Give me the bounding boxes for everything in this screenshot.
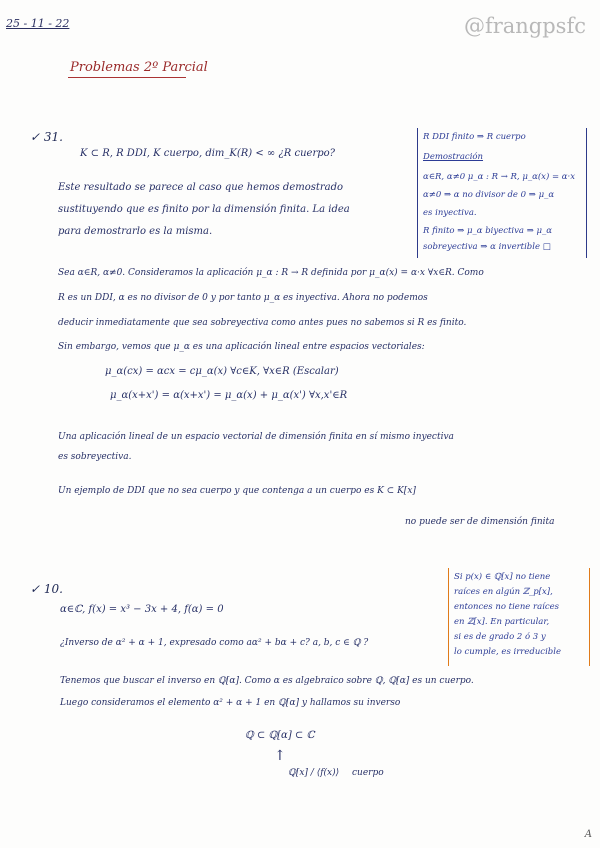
- problem-10-para1-line2: Luego consideramos el elemento α² + α + 1 en ℚ[α] y hallamos su inverso: [60, 698, 401, 708]
- problem-31-para3-line2: es sobreyectiva.: [58, 452, 132, 462]
- problem-31-para1-line1: Este resultado se parece al caso que hemos demostrado: [58, 182, 344, 193]
- problem-31-number: ✓ 31.: [30, 130, 63, 144]
- sidebox-1-line-2: Demostración: [423, 152, 484, 162]
- page-date: 25 - 11 - 22: [6, 17, 70, 30]
- problem-31-equation-1: μ_α(cx) = αcx = cμ_α(x) ∀c∈K, ∀x∈R (Escalar): [105, 366, 339, 377]
- problem-10-para1-line1: Tenemos que buscar el inverso en ℚ[α]. Como α es algebraico sobre ℚ, ℚ[α] es un cuerpo.: [60, 676, 474, 686]
- sidebox-2-line-3: entonces no tiene raíces: [454, 602, 560, 612]
- sidebox-1-line-1: R DDI finito ⇒ R cuerpo: [423, 132, 526, 142]
- sidebox-2-line-1: Si p(x) ∈ ℚ[x] no tiene: [454, 572, 551, 582]
- page-title: Problemas 2º Parcial: [70, 60, 208, 75]
- problem-31-equation-2: μ_α(x+x') = α(x+x') = μ_α(x) + μ_α(x') ∀x,x'∈R: [110, 390, 348, 401]
- problem-31-para2-line1: Sea α∈R, α≠0. Consideramos la aplicación μ_α : R → R definida por μ_α(x) = α·x ∀x∈R. Como: [58, 268, 484, 278]
- problem-31-para2-line3: deducir inmediatamente que sea sobreyectiva como antes pues no sabemos si R es finito.: [58, 318, 467, 328]
- sidebox-2-line-2: raíces en algún ℤ_p[x],: [454, 587, 553, 597]
- problem-31-para1-line2: sustituyendo que es finito por la dimensión finita. La idea: [58, 204, 350, 215]
- problem-31-para2-line4: Sin embargo, vemos que μ_α es una aplicación lineal entre espacios vectoriales:: [58, 342, 425, 352]
- problem-10-statement: α∈ℂ, f(x) = x³ − 3x + 4, f(α) = 0: [60, 604, 224, 615]
- sidebox-1-line-6: R finito ⇒ μ_α biyectiva ⇒ μ_α: [423, 226, 553, 236]
- problem-10-inclusion: ℚ ⊂ ℚ[α] ⊂ ℂ: [245, 730, 315, 741]
- sidebox-2-line-6: lo cumple, es irreducible: [454, 647, 561, 657]
- problem-10-question: ¿Inverso de α² + α + 1, expresado como aα² + bα + c? a, b, c ∈ ℚ ?: [60, 638, 369, 648]
- sidebox-2-line-5: si es de grado 2 ó 3 y: [454, 632, 546, 642]
- problem-31-para3-line1: Una aplicación lineal de un espacio vectorial de dimensión finita en sí mismo inyectiva: [58, 432, 454, 442]
- problem-10-sidebox: [448, 568, 590, 666]
- problem-10-quotient-label: cuerpo: [352, 768, 384, 778]
- problem-31-para4-note: no puede ser de dimensión finita: [405, 517, 555, 527]
- sidebox-1-line-4: α≠0 ⇒ α no divisor de 0 ⇒ μ_α: [423, 190, 555, 200]
- sidebox-1-line-5: es inyectiva.: [423, 208, 477, 218]
- sidebox-1-line-7: sobreyectiva ⇒ α invertible □: [423, 242, 551, 252]
- problem-10-number: ✓ 10.: [30, 582, 63, 596]
- problem-31-para2-line2: R es un DDI, α es no divisor de 0 y por tanto μ_α es inyectiva. Ahora no podemos: [58, 293, 428, 303]
- problem-31-sidebox: [417, 128, 587, 258]
- up-arrow-icon: ↑: [274, 748, 286, 764]
- page-number: A: [584, 829, 592, 840]
- title-underline: [68, 77, 186, 78]
- sidebox-1-line-3: α∈R, α≠0 μ_α : R → R, μ_α(x) = α·x: [423, 172, 576, 182]
- problem-31-para1-line3: para demostrarlo es la misma.: [58, 226, 213, 237]
- watermark: @frangpsfc: [463, 14, 586, 38]
- problem-10-quotient: ℚ[x] / ⟨f(x)⟩: [288, 768, 340, 778]
- problem-31-statement: K ⊂ R, R DDI, K cuerpo, dim_K(R) < ∞ ¿R cuerpo?: [80, 148, 336, 159]
- problem-31-para4: Un ejemplo de DDI que no sea cuerpo y que contenga a un cuerpo es K ⊂ K[x]: [58, 486, 416, 496]
- sidebox-2-line-4: en ℤ[x]. En particular,: [454, 617, 550, 627]
